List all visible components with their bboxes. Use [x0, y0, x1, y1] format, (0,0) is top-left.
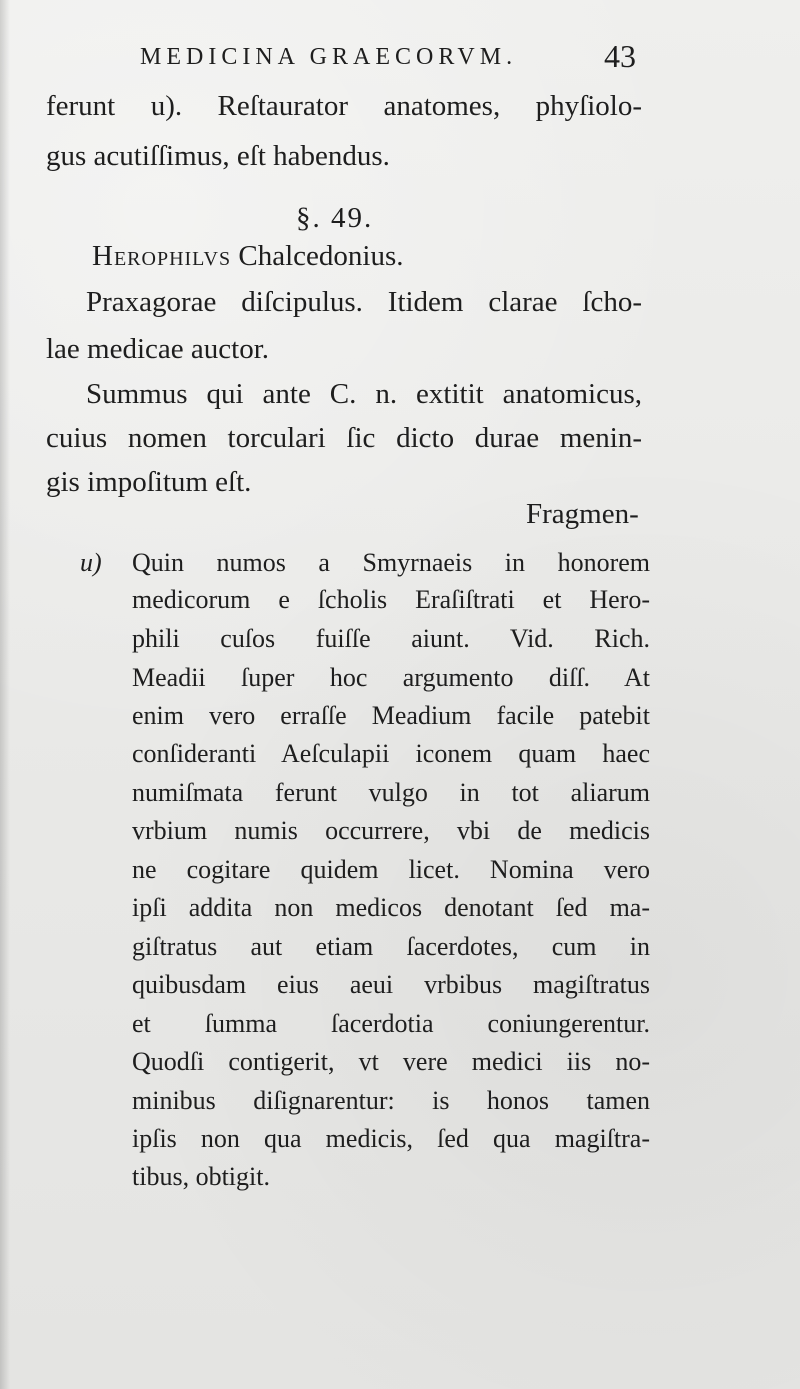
paragraph-line: lae medicae auctor. — [46, 333, 270, 365]
footnote-line: medicorum e ſcholis Eraſiſtrati et Hero- — [132, 585, 650, 614]
paragraph-line: gis impoſitum eſt. — [46, 466, 252, 498]
footnote-line: phili cuſos fuiſſe aiunt. Vid. Rich. — [132, 624, 650, 653]
footnote-line: giſtratus aut etiam ſacerdotes, cum in — [132, 932, 650, 961]
catchword: Fragmen- — [526, 498, 639, 530]
footnote-line: numiſmata ferunt vulgo in tot aliarum — [132, 778, 650, 807]
intro-line: ferunt u). Reſtaurator anatomes, phyſiolo- — [46, 90, 642, 122]
section-number: §. 49. — [296, 202, 374, 234]
page-edge-shadow — [0, 0, 10, 1389]
paragraph-line: Praxagorae diſcipulus. Itidem clarae ſcho- — [86, 286, 642, 318]
footnote-line: minibus diſignarentur: is honos tamen — [132, 1086, 650, 1115]
paragraph-line: cuius nomen torculari ſic dicto durae menin- — [46, 422, 642, 454]
footnote-line: et ſumma ſacerdotia coniungerentur. — [132, 1009, 650, 1038]
footnote-line: ipſi addita non medicos denotant ſed ma- — [132, 893, 650, 922]
footnote-line: tibus, obtigit. — [132, 1162, 270, 1191]
section-heading — [92, 240, 403, 273]
paragraph-line: Summus qui ante C. n. extitit anatomicus, — [86, 378, 642, 410]
footnote-line: quibusdam eius aeui vrbibus magiſtratus — [132, 970, 650, 999]
footnote-line: ne cogitare quidem licet. Nomina vero — [132, 855, 650, 884]
footnote-line: Meadii ſuper hoc argumento diſſ. At — [132, 663, 650, 692]
footnote-marker: u) — [80, 548, 102, 577]
page-number: 43 — [604, 38, 636, 74]
footnote-line: conſideranti Aeſculapii iconem quam haec — [132, 739, 650, 768]
section-heading-name: Herophilvs — [92, 240, 232, 272]
section-heading-rest: Chalcedonius. — [231, 240, 404, 272]
footnote-line: Quodſi contigerit, vt vere medici iis no- — [132, 1047, 650, 1076]
footnote-line: Quin numos a Smyrnaeis in honorem — [132, 548, 650, 577]
intro-line: gus acutiſſimus, eſt habendus. — [46, 140, 390, 172]
footnote-line: ipſis non qua medicis, ſed qua magiſtra- — [132, 1124, 650, 1153]
footnote-line: vrbium numis occurrere, vbi de medicis — [132, 816, 650, 845]
running-head — [0, 38, 800, 78]
footnote-line: enim vero erraſſe Meadium facile patebit — [132, 701, 650, 730]
running-title: MEDICINA GRAECORVM. — [140, 44, 518, 70]
